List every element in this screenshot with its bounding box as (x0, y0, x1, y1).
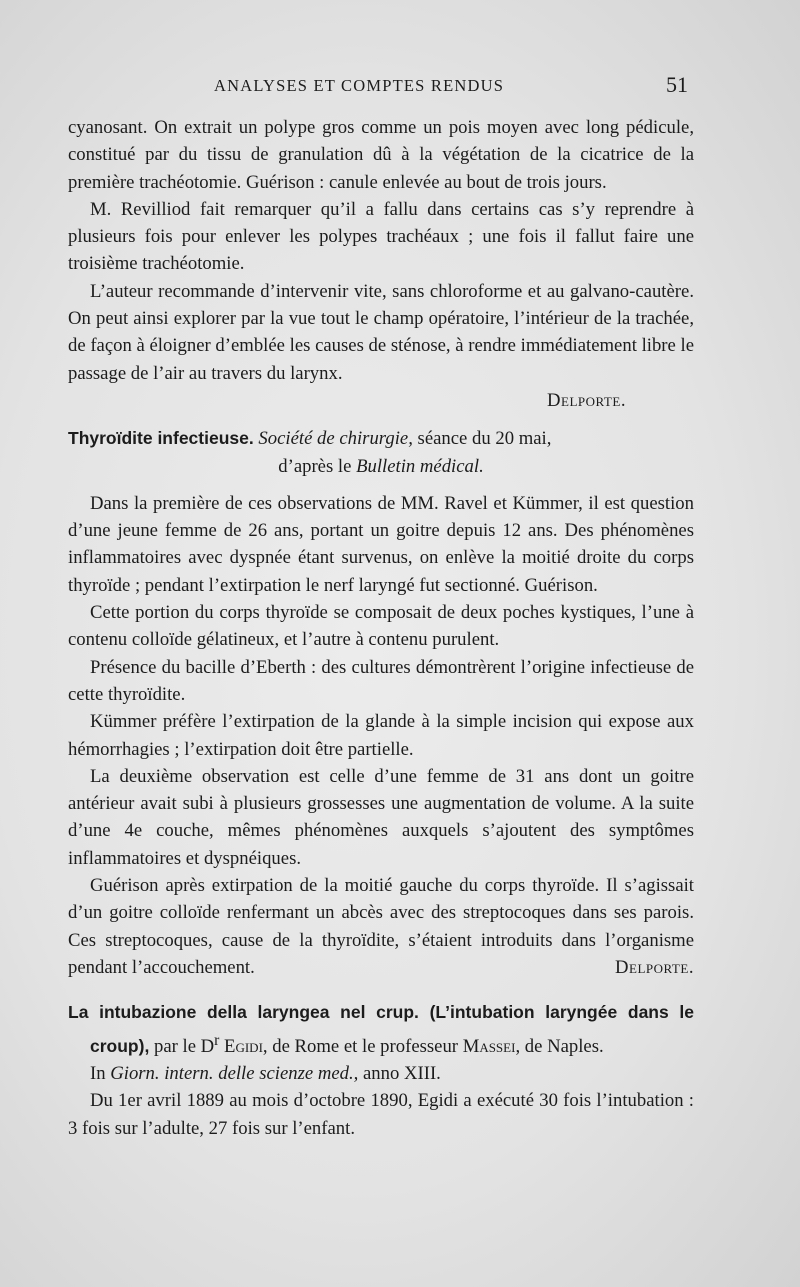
section-title: La intubazione della laryngea nel crup. (68, 1002, 419, 1023)
section-heading (68, 999, 694, 1060)
page-header (68, 72, 694, 104)
paragraph: Présence du bacille d’Eberth : des cultures démontrèrent l’origine infectieuse de cette thyroïdite. (68, 656, 694, 705)
paragraph: M. Revilliod fait remarquer qu’il a fallu dans certains cas s’y reprendre à plusieurs fois pour enlever les polypes trachéaux ; une fois il fallut faire une troisième trachéotomie. (68, 198, 694, 275)
section-title: Thyroïdite infectieuse. (68, 428, 254, 449)
section-heading (68, 425, 694, 452)
source-details: séance du 20 mai, (412, 428, 552, 450)
author-details: , de Rome et le professeur (262, 1035, 463, 1057)
author-name: Egidi (219, 1035, 263, 1057)
paragraph: Dans la première de ces observations de MM. Ravel et Kümmer, il est question d’une jeune femme de 26 ans, portant un goitre depuis 12 ans. Des phénomènes inflammatoires avec dyspnée étant survenus, on enlève la moitié droite du corps thyroïde ; pendant l’extirpation le nerf laryngé fut sectionné. Guérison. (68, 492, 694, 596)
paragraph: Du 1er avril 1889 au mois d’octobre 1890, Egidi a exécuté 30 fois l’intubation : 3 fois sur l’adulte, 27 fois sur l’enfant. (68, 1090, 694, 1139)
author-details: , de Naples. (515, 1035, 604, 1057)
running-head: ANALYSES ET COMPTES RENDUS (214, 76, 505, 95)
source-name: Société de chirurgie, (258, 428, 413, 450)
journal-name: Bulletin médical. (356, 455, 484, 477)
source-line (68, 453, 694, 480)
author-name: Massei (462, 1035, 516, 1057)
paragraph-with-signature (68, 872, 694, 981)
page-body (68, 114, 694, 1142)
paragraph: L’auteur recommande d’intervenir vite, sans chloroforme et au galvano-cautère. On peut ainsi explorer par la vue tout le champ opératoire, l’intérieur de la trachée, de façon à éloigner d’emblée les causes de sténose, à rendre immédiatement libre le passage de l’air au travers du larynx. (68, 280, 694, 384)
paragraph-continuation: cyanosant. On extrait un polype gros comme un pois moyen avec long pédicule, constitué par du tissu de granulation dû à la végétation de la cicatrice de la première trachéotomie. Guérison : canule enlevée au bout de trois jours. (68, 117, 694, 193)
journal-name: Giorn. intern. delle scienze med., (110, 1063, 359, 1085)
source-line (68, 1060, 694, 1087)
paragraph-text: Guérison après extirpation de la moitié gauche du corps thyroïde. Il s’agissait d’un goitre colloïde renfermant un abcès avec des streptocoques dans ses parois. Ces streptocoques, cause de la thyroïdite, s’étaient introduits dans l’organisme pendant l’accouchement. (68, 875, 694, 978)
author-prefix: par le D (149, 1035, 215, 1057)
paragraph: Cette portion du corps thyroïde se composait de deux poches kystiques, l’une à contenu colloïde gélatineux, et l’autre à contenu purulent. (68, 602, 694, 651)
source-prefix: In (90, 1063, 111, 1085)
dr-superscript: r (214, 1031, 220, 1049)
author-signature: Delporte. (547, 389, 626, 411)
author-signature: Delporte. (615, 956, 694, 978)
journal-year: anno XIII. (358, 1063, 441, 1085)
section-title-translation: (L’intubation laryngée dans le croup), (90, 1002, 694, 1056)
page-number: 51 (666, 72, 688, 97)
paragraph: Kümmer préfère l’extirpation de la glande à la simple incision qui expose aux hémorrhagies ; l’extirpation doit être partielle. (68, 711, 694, 760)
paragraph: La deuxième observation est celle d’une femme de 31 ans dont un goitre antérieur avait subi à plusieurs grossesses une augmentation de volume. A la suite d’une 4e couche, mêmes phénomènes auxquels s’ajoutent des symptômes inflammatoires et dyspnéiques. (68, 765, 694, 869)
source-prefix: d’après le (278, 455, 357, 477)
